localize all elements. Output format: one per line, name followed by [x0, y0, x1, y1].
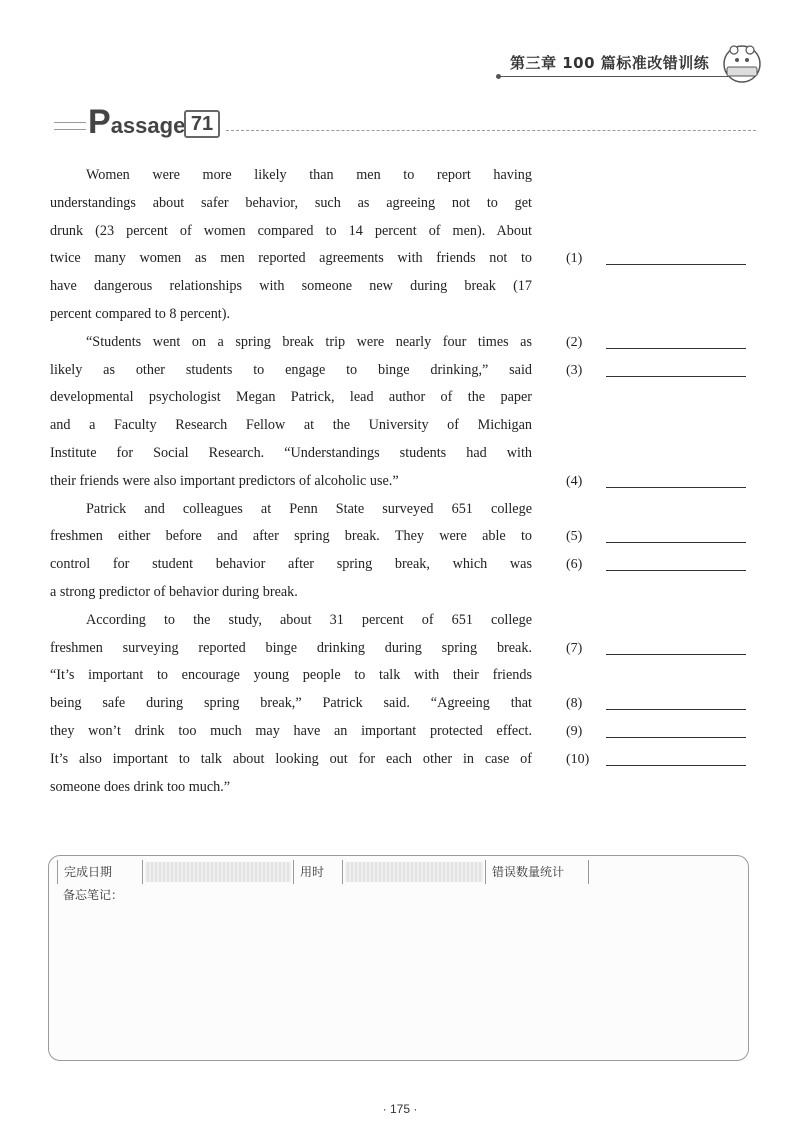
- passage-line: Institute for Social Research. “Understandings students had with: [50, 444, 532, 461]
- answer-number: (4): [566, 473, 583, 489]
- passage-line: According to the study, about 31 percent of 651 college: [86, 611, 532, 628]
- answer-number: (9): [566, 724, 583, 739]
- passage-label-initial: P: [88, 103, 111, 141]
- chapter-header: [498, 50, 768, 78]
- answer-blank: [566, 718, 748, 746]
- passage-dashed-rule: [226, 130, 756, 131]
- answer-line[interactable]: [606, 348, 746, 349]
- passage-line: understandings about safer behavior, such as agreeing not to get: [50, 194, 532, 211]
- answer-line[interactable]: [606, 654, 746, 655]
- passage-number: 71: [184, 110, 220, 138]
- passage-line: and a Faculty Research Fellow at the University of Michigan: [50, 417, 532, 434]
- answer-number: (10): [566, 751, 590, 767]
- answer-blank: [566, 329, 748, 357]
- answer-line[interactable]: [606, 570, 746, 571]
- answer-number: (7): [566, 640, 583, 656]
- answer-blank: [566, 357, 748, 385]
- answer-blank: [566, 523, 748, 551]
- passage-line: Women were more likely than men to report having: [86, 167, 532, 183]
- passage-line: Patrick and colleagues at Penn State surveyed 651 college: [86, 500, 532, 517]
- page-number: · 175 ·: [382, 1102, 418, 1116]
- answer-line[interactable]: [606, 737, 746, 738]
- answer-blank: [566, 635, 748, 663]
- answer-number: (8): [566, 696, 583, 712]
- notes-header: [57, 860, 581, 884]
- answer-number: (3): [566, 362, 583, 378]
- decorative-lines: [54, 122, 86, 130]
- passage-label: [88, 104, 185, 147]
- passage-line: being safe during spring break,” Patrick said. “Agreeing that: [50, 695, 532, 712]
- memo-label: 备忘笔记：: [63, 888, 124, 902]
- mascot-logo-icon: [720, 40, 764, 84]
- passage-line: “Students went on a spring break trip were nearly four times as: [86, 333, 532, 350]
- error-count-label: 错误数量统计: [485, 860, 589, 884]
- answer-blank: [566, 245, 748, 273]
- answer-blank: [566, 551, 748, 579]
- passage-line: have dangerous relationships with someone new during break (17: [50, 278, 532, 295]
- passage-line: they won’t drink too much may have an important protected effect.: [50, 722, 532, 739]
- answer-number: (2): [566, 334, 583, 350]
- passage-line: their friends were also important predictors of alcoholic use.”: [50, 472, 399, 489]
- answer-line[interactable]: [606, 264, 746, 265]
- notes-box: [48, 855, 749, 1061]
- time-used-label: 用时: [293, 860, 343, 884]
- passage-line: twice many women as men reported agreements with friends not to: [50, 250, 532, 267]
- chapter-rule: [498, 76, 728, 77]
- passage-line: freshmen either before and after spring break. They were able to: [50, 528, 532, 545]
- chapter-title: 第三章 100 篇标准改错训练: [510, 54, 710, 72]
- passage-heading: [50, 104, 760, 140]
- completion-date-label: 完成日期: [57, 860, 143, 884]
- answer-line[interactable]: [606, 542, 746, 543]
- time-used-field[interactable]: [345, 862, 483, 882]
- passage-label-rest: assage: [110, 113, 186, 138]
- passage-line: a strong predictor of behavior during break.: [50, 583, 298, 600]
- answer-blank: [566, 468, 748, 496]
- answer-line[interactable]: [606, 765, 746, 766]
- answer-number: (1): [566, 251, 583, 267]
- answer-number: (6): [566, 557, 583, 573]
- answer-line[interactable]: [606, 487, 746, 488]
- passage-line: likely as other students to engage to binge drinking,” said: [50, 361, 532, 378]
- passage-line: drunk (23 percent of women compared to 14 percent of men). About: [50, 222, 532, 239]
- answer-blank: [566, 746, 748, 774]
- passage-line: percent compared to 8 percent).: [50, 305, 231, 322]
- answer-number: (5): [566, 529, 583, 545]
- passage-line: “It’s important to encourage young people to talk with their friends: [50, 667, 532, 684]
- answer-line[interactable]: [606, 709, 746, 710]
- answer-line[interactable]: [606, 376, 746, 377]
- passage-body: [50, 162, 532, 801]
- passage-line: freshmen surveying reported binge drinking during spring break.: [50, 639, 532, 656]
- completion-date-field[interactable]: [145, 862, 291, 882]
- passage-line: It’s also important to talk about looking out for each other in case of: [50, 750, 532, 767]
- passage-line: someone does drink too much.”: [50, 778, 231, 795]
- passage-line: developmental psychologist Megan Patrick, lead author of the paper: [50, 389, 532, 406]
- answer-blank: [566, 690, 748, 718]
- passage-line: control for student behavior after spring break, which was: [50, 556, 532, 573]
